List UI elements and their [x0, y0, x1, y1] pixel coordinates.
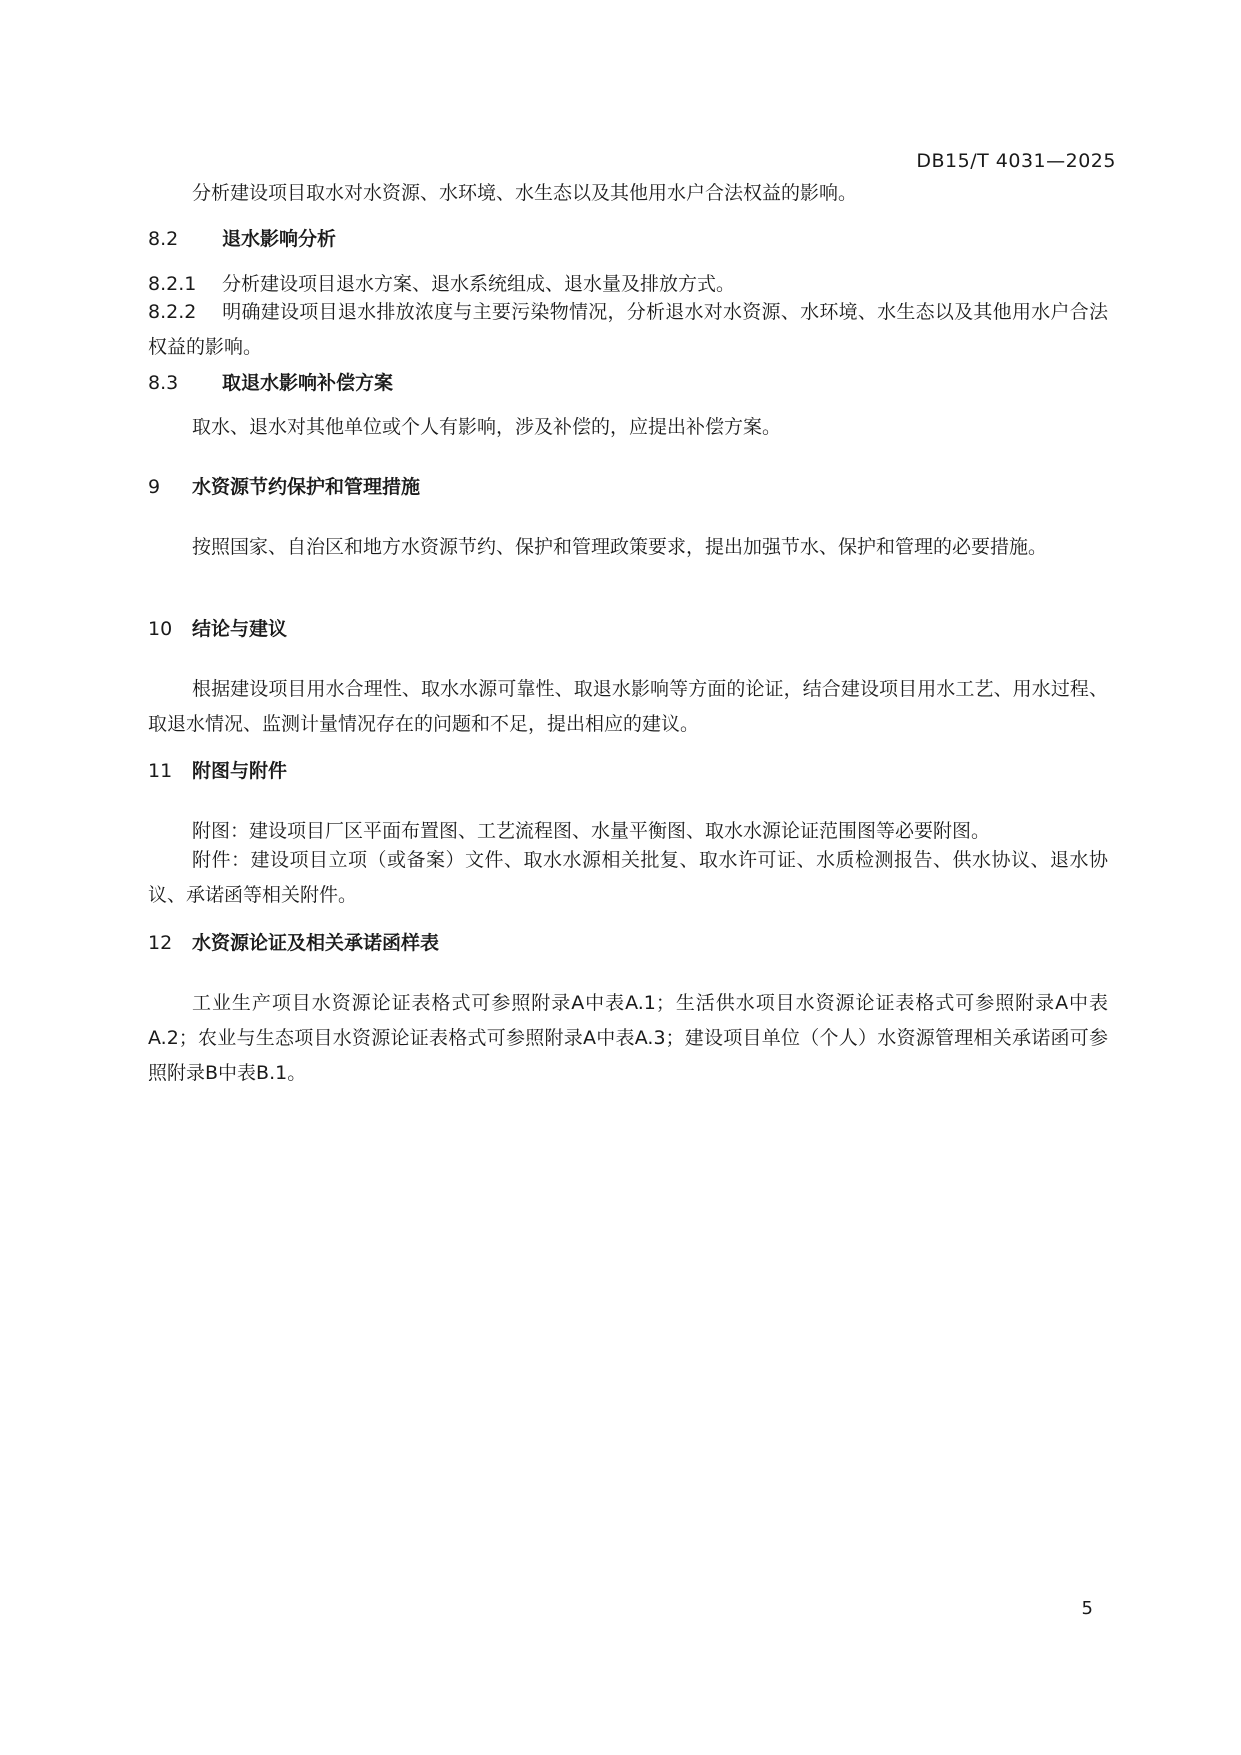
section-8-3-number: 8.3 [148, 372, 179, 394]
section-10-number: 10 [148, 618, 173, 640]
section-12-title: 水资源论证及相关承诺函样表 [192, 932, 440, 954]
section-10-heading [148, 612, 287, 647]
section-9-heading [148, 470, 420, 505]
section-11-attachments-paragraph: 附件：建设项目立项（或备案）文件、取水水源相关批复、取水许可证、水质检测报告、供水协议、退水协议、承诺函等相关附件。 [148, 849, 1108, 906]
section-12-paragraph: 工业生产项目水资源论证表格式可参照附录A中表A.1；生活供水项目水资源论证表格式可参照附录A中表A.2；农业与生态项目水资源论证表格式可参照附录A中表A.3；建设项目单位（个人）水资源管理相关承诺函可参照附录B中表B.1。 [148, 992, 1108, 1084]
section-9-paragraph: 按照国家、自治区和地方水资源节约、保护和管理政策要求，提出加强节水、保护和管理的必要措施。 [192, 536, 1048, 558]
section-8-2-title: 退水影响分析 [222, 228, 337, 250]
section-8-3-paragraph: 取水、退水对其他单位或个人有影响，涉及补偿的，应提出补偿方案。 [192, 416, 782, 438]
clause-8-2-2-text: 明确建设项目退水排放浓度与主要污染物情况，分析退水对水资源、水环境、水生态以及其他用水户合法权益的影响。 [148, 301, 1108, 358]
section-10-title: 结论与建议 [192, 618, 288, 640]
section-9-title: 水资源节约保护和管理措施 [192, 476, 421, 498]
section-8-2-heading [148, 222, 336, 257]
section-10-paragraph: 根据建设项目用水合理性、取水水源可靠性、取退水影响等方面的论证，结合建设项目用水工艺、用水过程、取退水情况、监测计量情况存在的问题和不足，提出相应的建议。 [148, 678, 1108, 735]
clause-8-2-1-text: 分析建设项目退水方案、退水系统组成、退水量及排放方式。 [222, 273, 736, 295]
page-number: 5 [1081, 1598, 1093, 1619]
section-11-figures-paragraph: 附图：建设项目厂区平面布置图、工艺流程图、水量平衡图、取水水源论证范围图等必要附图。 [192, 820, 991, 842]
intro-paragraph: 分析建设项目取水对水资源、水环境、水生态以及其他用水户合法权益的影响。 [192, 182, 858, 204]
section-11-heading [148, 754, 287, 789]
section-8-3-heading [148, 366, 393, 401]
clause-8-2-2-number: 8.2.2 [148, 301, 197, 323]
clause-8-2-1-number: 8.2.1 [148, 273, 197, 295]
section-12-number: 12 [148, 932, 173, 954]
section-8-2-number: 8.2 [148, 228, 179, 250]
section-9-number: 9 [148, 476, 161, 498]
clause-8-2-2 [148, 295, 1108, 365]
section-11-number: 11 [148, 760, 173, 782]
section-11-title: 附图与附件 [192, 760, 288, 782]
section-12-heading [148, 926, 439, 961]
standard-code: DB15/T 4031—2025 [916, 150, 1116, 172]
section-8-3-title: 取退水影响补偿方案 [222, 372, 394, 394]
